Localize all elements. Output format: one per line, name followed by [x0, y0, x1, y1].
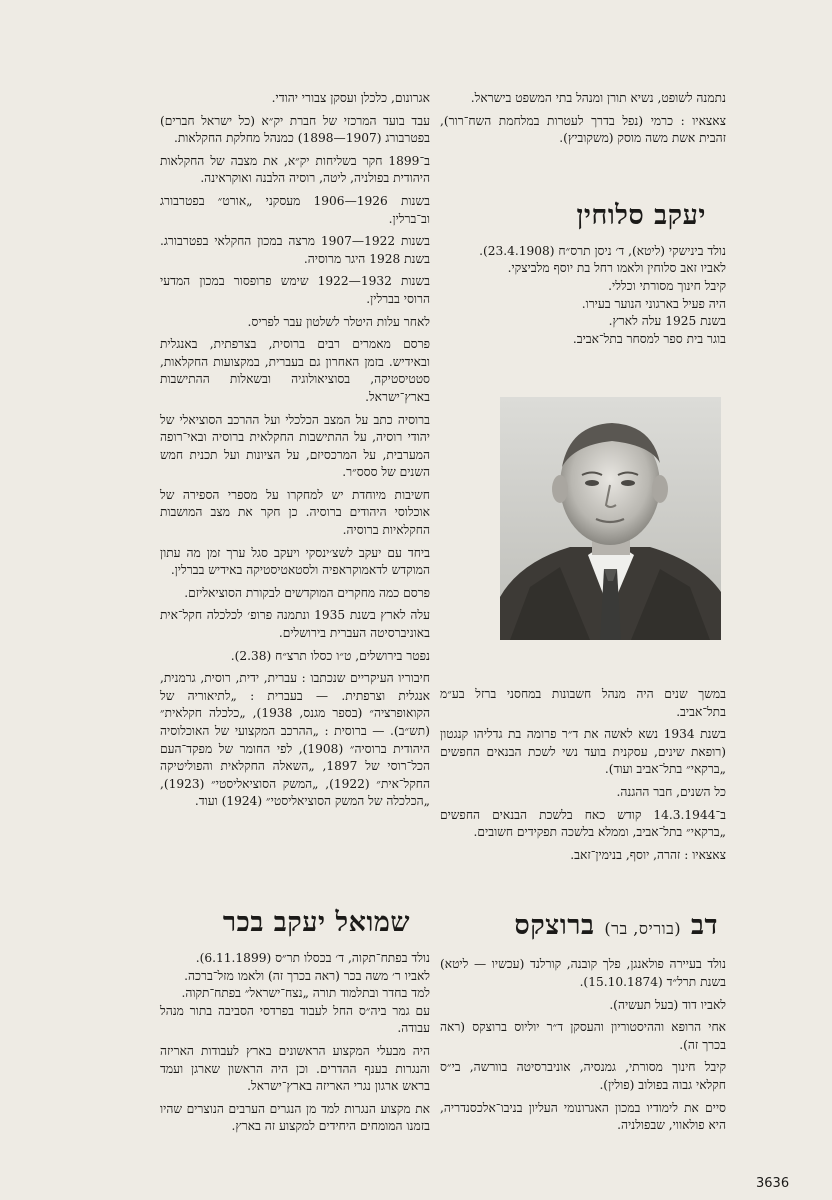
bio-line: חשיבות מיוחדת יש למחקרו על מספרי הספירה של אוכלוסי היהודים ברוסיה. כן חקר את מצב המושבות החקלאיות ברוסיה.	[160, 487, 430, 538]
intro-line: צאצאיו : כרמי (נפל בדרך לעטרות במלחמת השח־רור), זהבית אשת משה מוסק (משקוביץ).	[440, 113, 726, 146]
title-aside: (בוריס, בר)	[604, 919, 682, 939]
bio-line: אגרונום, כלכלן ועסקן צבורי יהודי.	[271, 91, 430, 105]
bio-line: בשנת 1934 נשא לאשה את ד״ר פרומה בת גדליהו קנגטון (רופאת שינים, עסקנית בועד נשי לשכת הבנאים החפשים „ברקאי״ בתל־אביב ועוד).	[440, 727, 726, 777]
bio-line: נולד בינישקי (ליטא), ד׳ ניסן תרס״ח (23.4.1908).	[479, 243, 726, 258]
portrait-drawing	[500, 397, 721, 640]
intro-line: נתמנה לשופט, נשיא תורן ומנהל בתי המשפט בישראל.	[470, 91, 726, 105]
bio-line: לאביו דוד (בעל תעשיה).	[609, 997, 726, 1012]
bio-line: פרסם כמה מחקרים המוקדשים לבקורת הסוציאליזם.	[184, 585, 430, 600]
bio-line: במשך שנים היה מנהל חשבונות במחסני ברזל בע״מ בתל־אביב.	[440, 687, 726, 719]
bio-line: עלה לארץ בשנת 1935 ונתמנה פרופ׳ לכלכלה חקל־אית באוניברסיטה העברית בירושלים.	[160, 608, 430, 641]
bio-line: היה פעיל בארגוני הנוער בעירו.	[581, 296, 726, 311]
bio-line: לאביו ר׳ משה בכר (ראה בכרך זה) ולאמו מזל־ברכה.	[184, 968, 430, 983]
bio-line: אחי הרופא וההיסטוריון והעסקן ד״ר יוליוס ברוצקס (ראה בכרך זה).	[440, 1020, 726, 1052]
bio-line: עם גמר ביה״ס החל לעבוד בפרדסי הסביבה בתור מנהל עבודה.	[160, 1003, 430, 1036]
right-column	[440, 90, 726, 348]
bio-line: ביחד עם יעקב לשצ׳ינסקי ויעקב סגל ערך זמן מה עתון המוקדש לדאמוקראפיה ולסטאטיסטיקה באידיש בברלין.	[160, 545, 430, 578]
bio-line: סיים את לימודיו במכון האגרונומי העליון בניבו־אלכסנדריה, היא פולאווי, שבפולניה.	[440, 1100, 726, 1133]
bio-line: בשנות 1926—1906 מעסקני „אורט״ בפטרבורג וב־ברלין.	[160, 193, 430, 226]
bio-line: קיבל חינוך מסורתי וכללי.	[608, 278, 726, 293]
portrait-photo-icon	[500, 397, 721, 640]
bio-line: צאצאיו : זהרה, יוסף, בנימין־זאב.	[570, 847, 726, 862]
bio-line: נולד בעיירה פולאנגן, פלך קובנה, קורלנד (עכשיו — ליטא) בשנת תרל״ד (15.10.1874).	[440, 957, 726, 989]
page-number: 3636	[756, 1176, 790, 1191]
bio-line: חיבוריו העיקריים שנכתבו : עברית, ידית, רוסית, גרמנית, אנגלית וצרפתית. — בעברית : „לתיאוריה של הקואופרציה״ (בספר מגנס, 1938), „כלכלה חקלאית״ (תש״ב). — ברוסית : „ההרכב המקצועי של האוכלוסיה היהודית ברוסיה״ (1908), לפי החומר של מפקד־העם הכל־רוסי של 1897, „השאלה החקלאית והפוליטיקה החקל־אית״ (1922), „המשק הסוציאליסטי״ (1923), „הכלכלה של המשק הסוציאליסטי״ (1924) ועוד.	[160, 671, 431, 809]
left-column	[160, 90, 430, 816]
bio-line: היה מבעלי המקצוע הראשונים בארץ לעבודות האריזה והנגרות בענף ההדרים. וכן היה הראשון שארגן ועמד בראש ארגון נגרי האריזה בארץ־ישראל.	[160, 1043, 430, 1094]
bio-line: למד בחדר ובתלמוד תורה „נצח־ישראל״ בפתח־תקוה.	[181, 986, 430, 1001]
bio-line: לאחר עלות היטלר לשלטון עבר לפריס.	[247, 314, 430, 329]
bio-line: עבד בועד המרכזי של חברת יק״א (כל ישראל חברים) בפטרבורג (1907—1898) כמנהל מחלקת החקלאות.	[160, 113, 430, 146]
title-part: ברוצקס	[514, 910, 595, 942]
section-title-brutzkus	[440, 909, 726, 946]
bio-line: בשנות 1932—1922 שימש פרופסור במכון המדעי הרוסי בברלין.	[160, 274, 430, 306]
bio-line: נפטר בירושלים, ט״ו כסלו תרצ״ח (2.38).	[230, 648, 430, 663]
bio-line: קיבל חינוך מסורתי, גמנסיה, אוניברסיטה בוורשה, בי״ס חקלאי גבוה בפולוב (פולין).	[440, 1060, 726, 1092]
title-part: דב	[691, 910, 718, 942]
section-title-bachar: שמואל יעקב בכר	[222, 907, 410, 938]
section-title-slochin: יעקב סלוחין	[576, 199, 706, 231]
left-column-lower	[160, 906, 430, 1141]
bio-line: את מקצוע הנגרות למד מן הנגרים הערבים הנוצרים שהיו בזמנו המומחים היחידים למקצוע זה בארץ.	[160, 1101, 430, 1134]
bio-line: ב־14.3.1944 קודש כאח בלשכת הבנאים החפשים „ברקאי״ בתל־אביב, וממלא בלשכה תפקידים חשובים.	[440, 807, 726, 840]
bio-line: לאביו זאב סלוחין ולאמו רחל בת יוסף מלביצקי.	[507, 261, 726, 276]
bio-line: פרסם מאמרים רבים ברוסית, בצרפתית, באנגלית ובאידיש. בזמן האחרון גם בעברית, במקצועות החקלאות, סטטיסטיקה, בסוציאולוגיה ובשאלות ההתישבות בארץ־ישראל.	[160, 337, 430, 404]
bio-line: ברוסיה כתב על המצב הכלכלי ועל ההרכב הסוציאלי של יהודי רוסיה, על ההתישבות החקלאית ברוסיה ובאי־רופה המערבית, על המרכסיזם, על הציונות ועל תכנית חמש השנים של ססס״ר.	[160, 412, 430, 480]
bio-line: נולד בפתח־תקוה, ד׳ בכסלו תר״ס (6.11.1899).	[195, 951, 430, 965]
bio-line: כל השנים, חבר ההגנה.	[616, 784, 726, 799]
bio-line: בשנת 1925 עלה לארץ.	[608, 314, 726, 329]
bio-line: בוגר בית ספר למסחר בתל־אביב.	[572, 331, 726, 346]
bio-line: בשנות 1922—1907 מרצה במכון החקלאי בפטרבורג. בשנת 1928 היגר מרוסיה.	[160, 234, 430, 266]
right-column-lower	[440, 686, 726, 1140]
bio-line: ב־1899 חקר בשליחות יק״א, את מצבה של החקלאות היהודית בפולניה, ליטה, רוסיה הלבנה ואוקראינה.	[160, 153, 430, 186]
